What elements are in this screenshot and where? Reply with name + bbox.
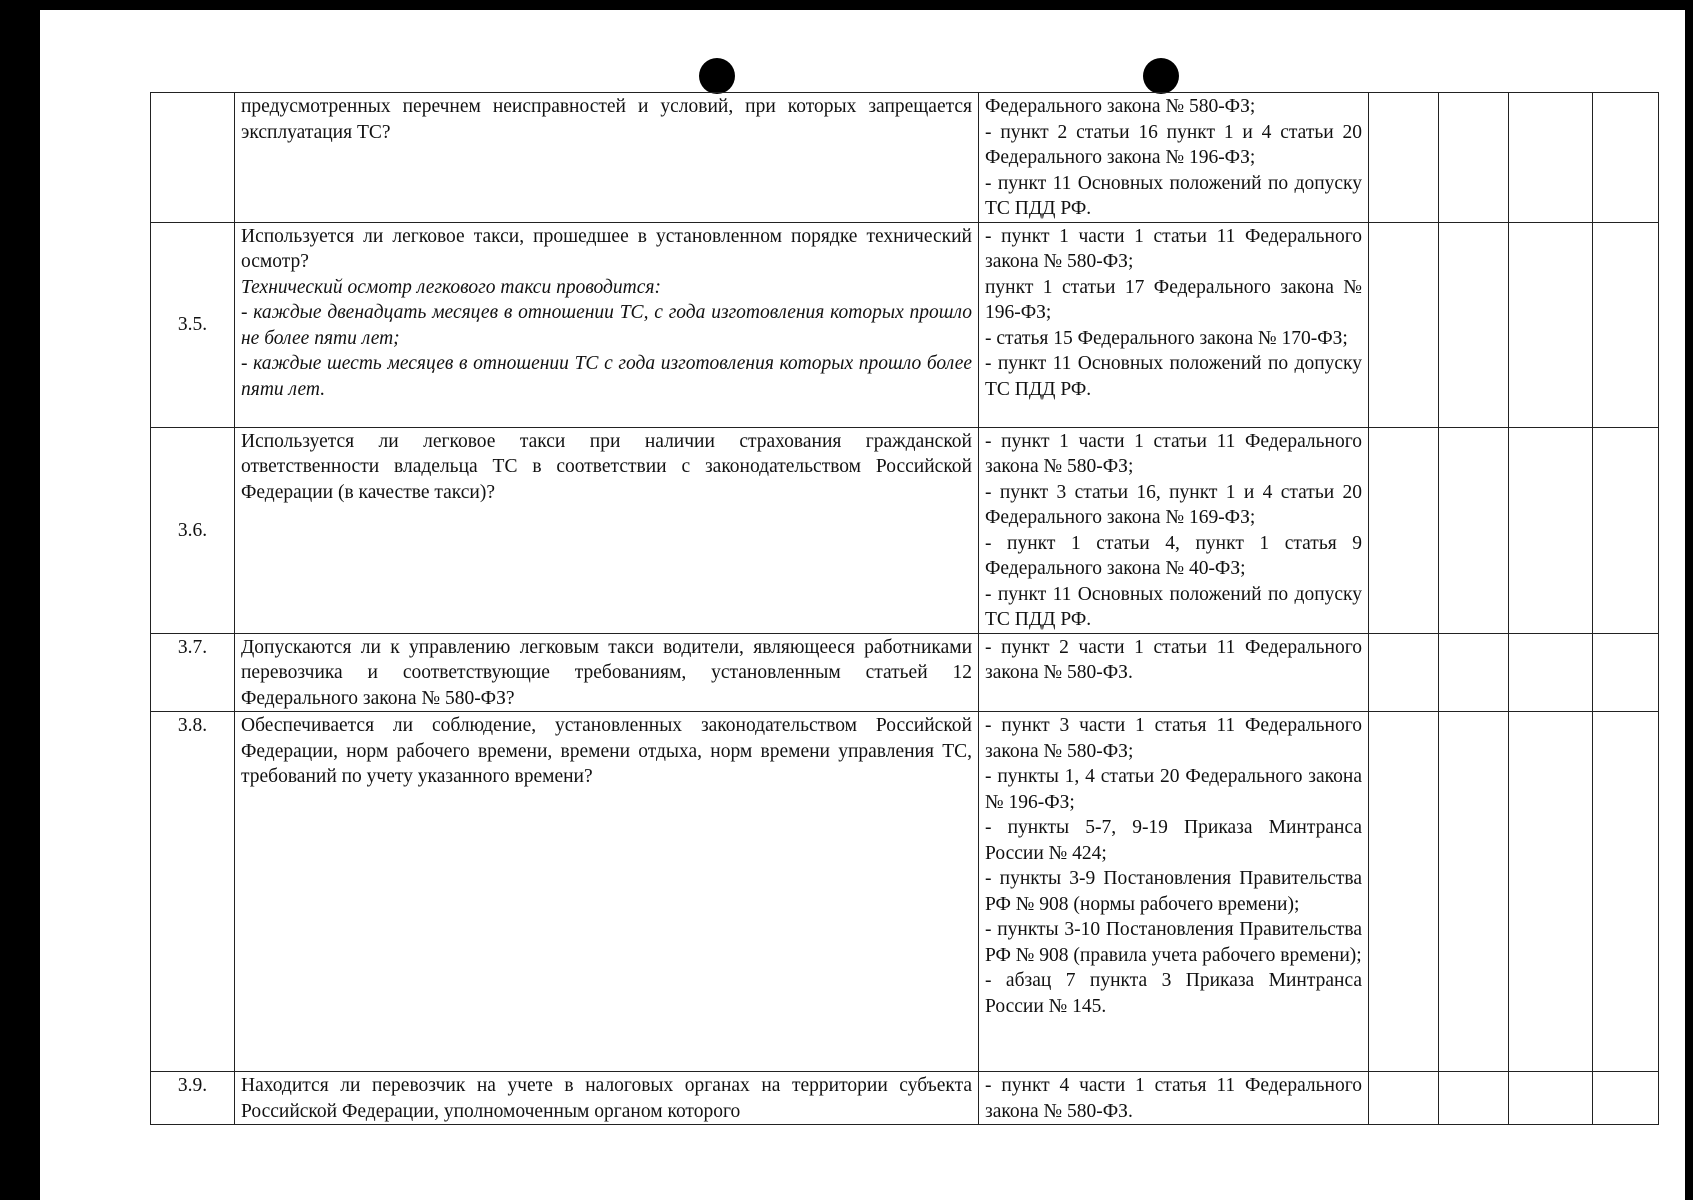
answer-cell-no[interactable] — [1439, 712, 1509, 1072]
legal-basis-cell — [979, 222, 1369, 427]
answer-cell-no[interactable] — [1439, 222, 1509, 427]
note-cell[interactable] — [1593, 93, 1659, 223]
answer-cell-yes[interactable] — [1369, 633, 1439, 712]
row-number: 3.6. — [151, 427, 235, 633]
punch-hole-left — [699, 58, 735, 94]
question-text: Находится ли перевозчик на учете в налоговых органах на территории субъекта Российской Федерации, уполномоченным органом которого — [241, 1075, 972, 1122]
note-cell[interactable] — [1593, 633, 1659, 712]
answer-cell-yes[interactable] — [1369, 1072, 1439, 1125]
legal-ref: - пункт 11 Основных положений по допуску ТС ПДД РФ. — [985, 172, 1362, 219]
table-row — [151, 427, 1659, 633]
question-cell — [235, 1072, 979, 1125]
answer-cell-no[interactable] — [1439, 1072, 1509, 1125]
punch-hole-right — [1143, 58, 1179, 94]
note-cell[interactable] — [1593, 427, 1659, 633]
legal-ref: - пункты 5-7, 9-19 Приказа Минтранса России № 424; — [985, 817, 1362, 864]
legal-ref: - пункты 3-10 Постановления Правительства РФ № 908 (правила учета рабочего времени); — [985, 919, 1362, 966]
question-text: Допускаются ли к управлению легковым такси водители, являющееся работниками перевозчика и соответствующие требованиям, установленным статьей 12 Федерального закона № 580-ФЗ? — [241, 636, 972, 709]
answer-cell-na[interactable] — [1509, 633, 1593, 712]
question-cell — [235, 222, 979, 427]
question-text: Обеспечивается ли соблюдение, установленных законодательством Российской Федерации, норм рабочего времени, времени отдыха, норм времени управления ТС, требований по учету указанного времени? — [241, 715, 972, 787]
legal-ref: Федерального закона № 580-ФЗ; — [985, 96, 1256, 117]
answer-cell-na[interactable] — [1509, 93, 1593, 223]
scan-border-right — [1685, 0, 1693, 1200]
legal-basis-cell — [979, 1072, 1369, 1125]
note-cell[interactable] — [1593, 1072, 1659, 1125]
question-text: Используется ли легковое такси, прошедшее в установленном порядке технический осмотр? — [241, 225, 972, 272]
question-note: - каждые шесть месяцев в отношении ТС с года изготовления которых прошло более пяти лет. — [241, 353, 972, 400]
question-text: предусмотренных перечнем неисправностей и условий, при которых запрещается эксплуатация ТС? — [241, 96, 972, 143]
table-row — [151, 222, 1659, 427]
answer-cell-na[interactable] — [1509, 1072, 1593, 1125]
answer-cell-yes[interactable] — [1369, 222, 1439, 427]
table-row — [151, 1072, 1659, 1125]
legal-ref: пункт 1 статьи 17 Федерального закона № 196-ФЗ; — [985, 276, 1362, 323]
legal-basis-cell — [979, 712, 1369, 1072]
answer-cell-yes[interactable] — [1369, 712, 1439, 1072]
question-text: Используется ли легковое такси при наличии страхования гражданской ответственности владельца ТС в соответствии с законодательством Российской Федерации (в качестве такси)? — [241, 430, 972, 503]
answer-cell-yes[interactable] — [1369, 93, 1439, 223]
note-cell[interactable] — [1593, 712, 1659, 1072]
question-cell — [235, 93, 979, 223]
answer-cell-no[interactable] — [1439, 93, 1509, 223]
legal-ref: - пункт 1 части 1 статьи 11 Федерального закона № 580-ФЗ; — [985, 430, 1362, 477]
table-row — [151, 712, 1659, 1072]
legal-ref: - пункт 3 статьи 16, пункт 1 и 4 статьи 20 Федерального закона № 169-ФЗ; — [985, 481, 1362, 528]
row-number: 3.5. — [151, 222, 235, 427]
question-note: Технический осмотр легкового такси проводится: — [241, 276, 661, 298]
row-number: 3.9. — [151, 1072, 235, 1125]
legal-ref: - пункты 3-9 Постановления Правительства РФ № 908 (нормы рабочего времени); — [985, 868, 1362, 915]
table-row — [151, 633, 1659, 712]
legal-basis-cell — [979, 93, 1369, 223]
answer-cell-yes[interactable] — [1369, 427, 1439, 633]
row-number: 3.7. — [151, 633, 235, 712]
question-note: - каждые двенадцать месяцев в отношении ТС, с года изготовления которых прошло не более пяти лет; — [241, 302, 972, 349]
legal-ref: - пункт 1 статьи 4, пункт 1 статья 9 Федерального закона № 40-ФЗ; — [985, 532, 1362, 579]
note-cell[interactable] — [1593, 222, 1659, 427]
legal-ref: - абзац 7 пункта 3 Приказа Минтранса России № 145. — [985, 970, 1362, 1017]
scan-border-left — [0, 0, 40, 1200]
legal-ref: - пункты 1, 4 статьи 20 Федерального закона № 196-ФЗ; — [985, 766, 1362, 813]
question-cell — [235, 712, 979, 1072]
legal-ref: - пункт 2 статьи 16 пункт 1 и 4 статьи 20 Федерального закона № 196-ФЗ; — [985, 121, 1362, 168]
legal-ref: - пункт 2 части 1 статьи 11 Федерального закона № 580-ФЗ. — [985, 636, 1362, 683]
row-number — [151, 93, 235, 223]
legal-basis-cell — [979, 427, 1369, 633]
legal-ref: - пункт 11 Основных положений по допуску ТС ПДД РФ. — [985, 583, 1362, 630]
question-cell — [235, 633, 979, 712]
answer-cell-na[interactable] — [1509, 222, 1593, 427]
answer-cell-na[interactable] — [1509, 427, 1593, 633]
question-cell — [235, 427, 979, 633]
table-row — [151, 93, 1659, 223]
scan-border-top — [0, 0, 1693, 10]
answer-cell-na[interactable] — [1509, 712, 1593, 1072]
row-number: 3.8. — [151, 712, 235, 1072]
legal-ref: - пункт 4 части 1 статья 11 Федерального закона № 580-ФЗ. — [985, 1075, 1362, 1122]
answer-cell-no[interactable] — [1439, 427, 1509, 633]
legal-ref: - пункт 3 части 1 статья 11 Федерального закона № 580-ФЗ; — [985, 715, 1362, 762]
answer-cell-no[interactable] — [1439, 633, 1509, 712]
checklist-table — [150, 92, 1659, 1125]
legal-ref: - пункт 11 Основных положений по допуску ТС ПДД РФ. — [985, 353, 1362, 400]
legal-ref: - пункт 1 части 1 статьи 11 Федерального закона № 580-ФЗ; — [985, 225, 1362, 272]
legal-ref: - статья 15 Федерального закона № 170-ФЗ; — [985, 327, 1348, 349]
legal-basis-cell — [979, 633, 1369, 712]
